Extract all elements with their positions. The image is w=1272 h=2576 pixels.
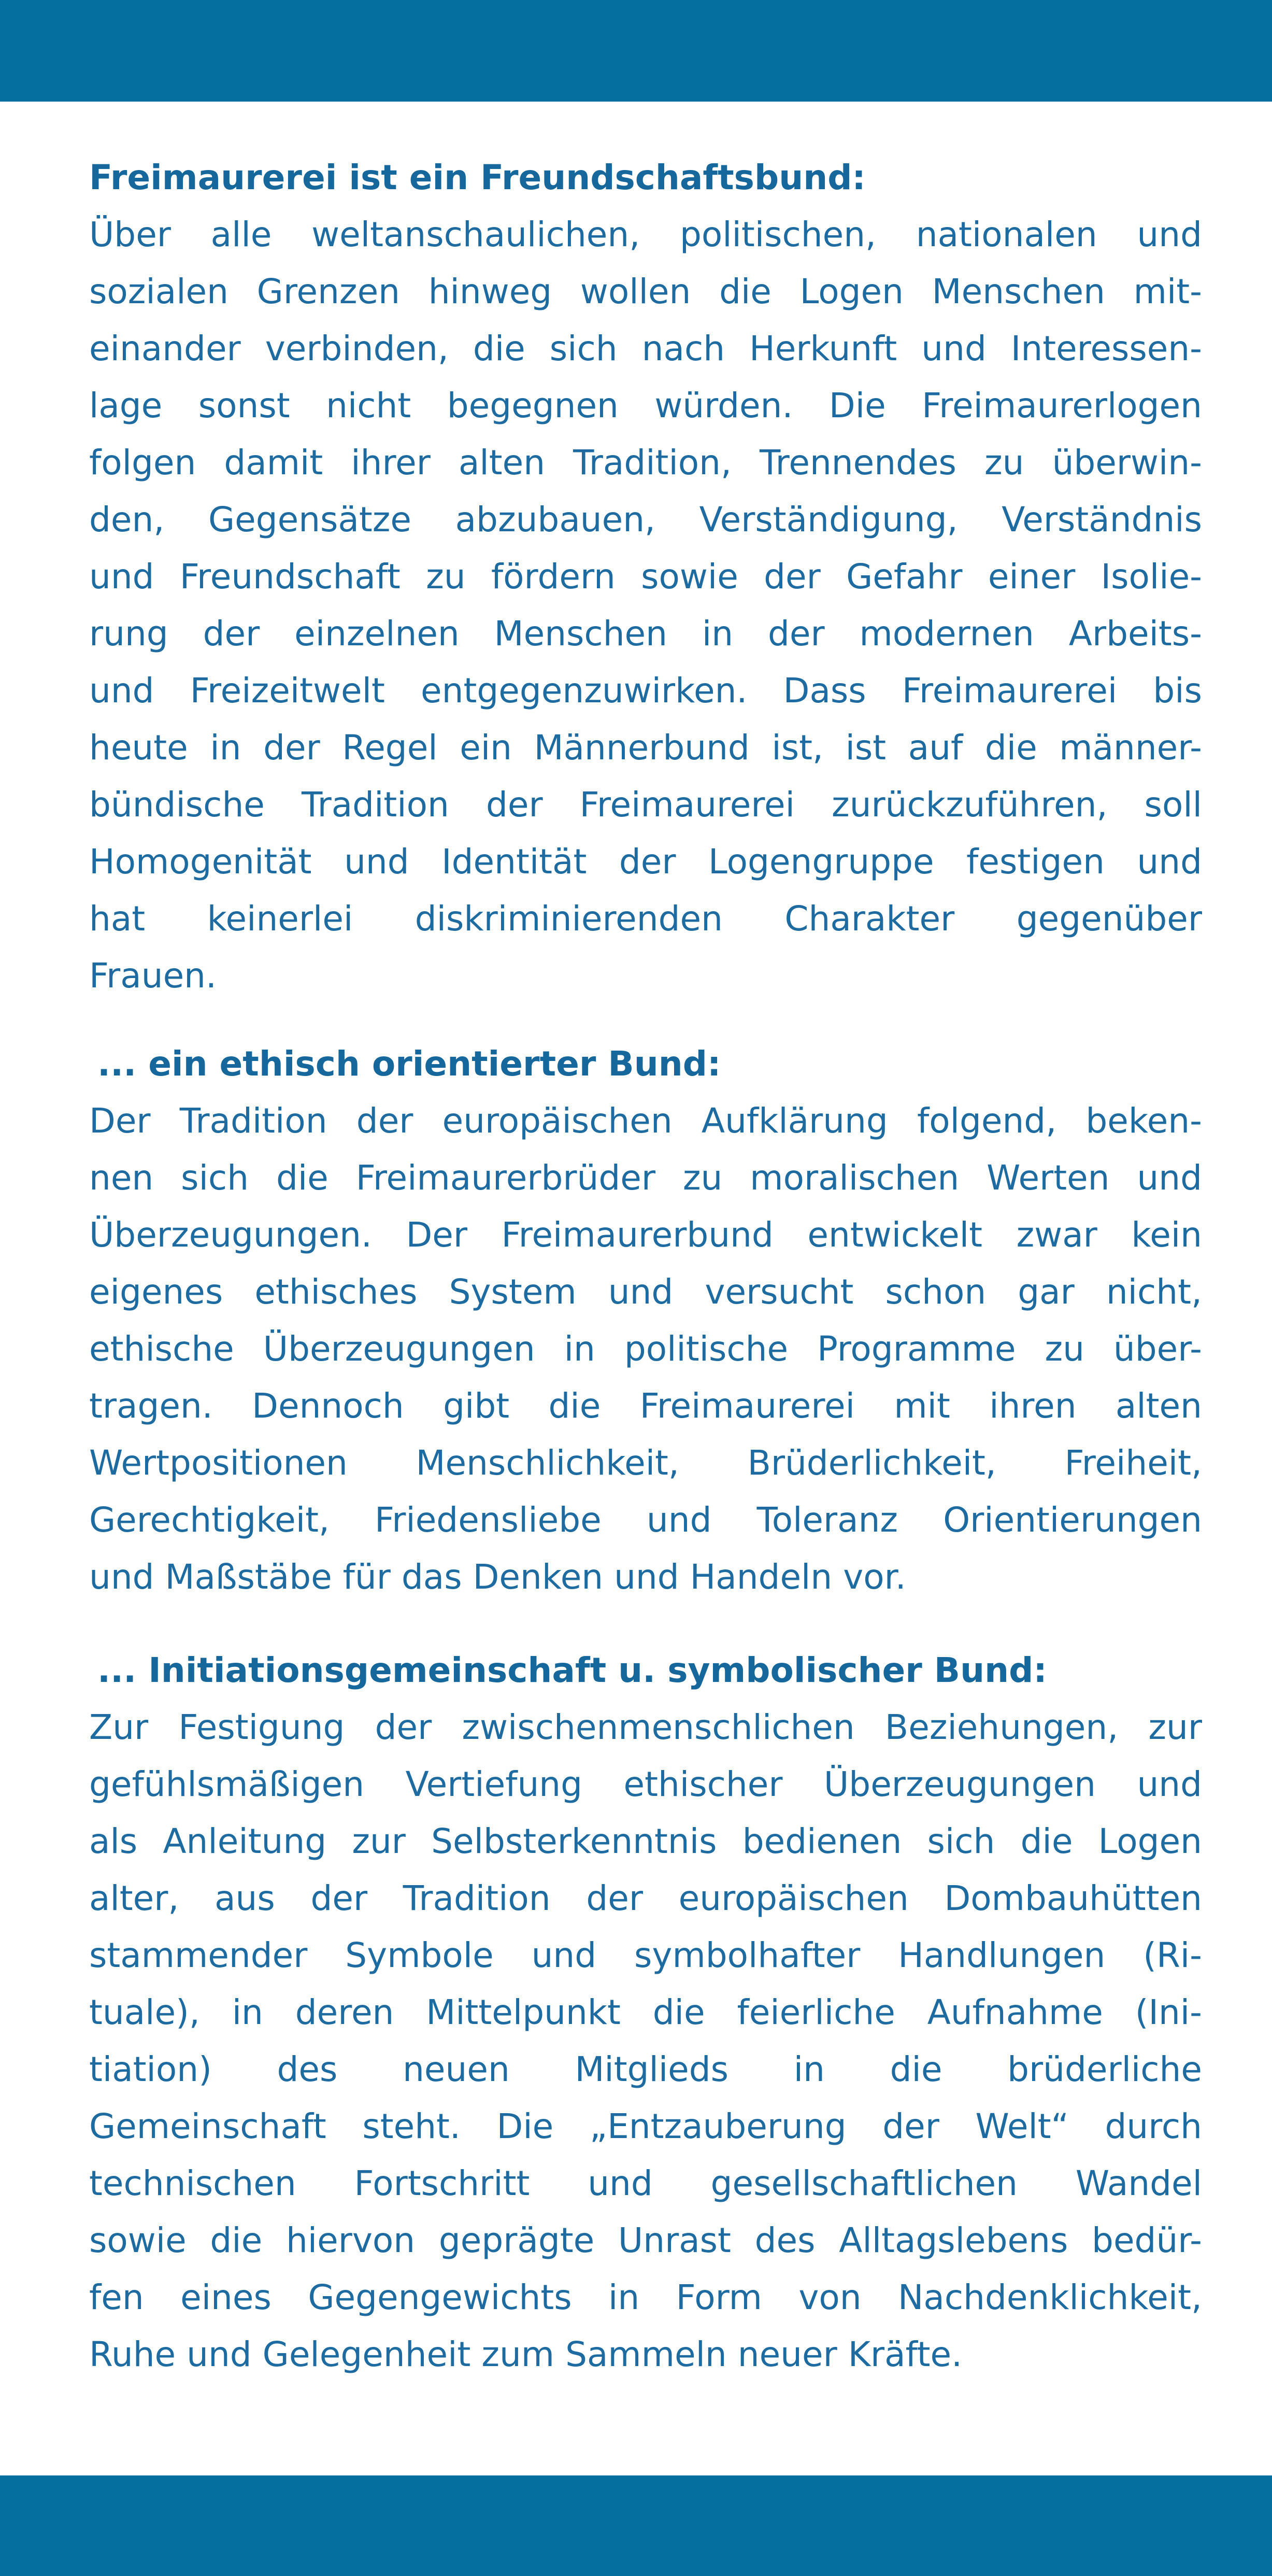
bottom-banner [0,2475,1272,2576]
text-line: ethische Überzeugungen in politische Programme zu über- [89,1329,1202,1369]
text-line: Gemeinschaft steht. Die „Entzauberung der Welt“ durch [89,2106,1202,2146]
text-line: Gerechtigkeit, Friedensliebe und Toleranz Orientierungen [89,1500,1202,1540]
text-line: stammender Symbole und symbolhafter Handlungen (Ri- [89,1935,1202,1975]
text-line: eigenes ethisches System und versucht schon gar nicht, [89,1272,1202,1312]
text-line: und Maßstäbe für das Denken und Handeln vor. [89,1557,906,1597]
section-friendship [89,149,1202,1004]
section-heading: ... Initiationsgemeinschaft u. symbolischer Bund: [97,1650,1047,1690]
text-line: tuale), in deren Mittelpunkt die feierliche Aufnahme (Ini- [89,1992,1202,2032]
text-line: lage sonst nicht begegnen würden. Die Freimaurerlogen [89,386,1202,426]
text-line: Wertpositionen Menschlichkeit, Brüderlichkeit, Freiheit, [89,1443,1202,1483]
text-line: heute in der Regel ein Männerbund ist, ist auf die männer- [89,728,1202,768]
text-line: tiation) des neuen Mitglieds in die brüderliche [89,2049,1202,2089]
text-line: Frauen. [89,956,217,996]
text-line: Ruhe und Gelegenheit zum Sammeln neuer Kräfte. [89,2334,963,2374]
text-line: nen sich die Freimaurerbrüder zu moralischen Werten und [89,1158,1202,1198]
text-line: und Freundschaft zu fördern sowie der Gefahr einer Isolie- [89,557,1202,597]
text-line: technischen Fortschritt und gesellschaftlichen Wandel [89,2163,1202,2203]
text-line: folgen damit ihrer alten Tradition, Trennendes zu überwin- [89,443,1202,483]
text-line: sozialen Grenzen hinweg wollen die Logen Menschen mit- [89,272,1202,312]
text-line: sowie die hiervon geprägte Unrast des Alltagslebens bedür- [89,2220,1202,2260]
text-line: rung der einzelnen Menschen in der modernen Arbeits- [89,614,1202,654]
text-line: Der Tradition der europäischen Aufklärung folgend, beken- [89,1101,1202,1141]
text-line: bündische Tradition der Freimaurerei zurückzuführen, soll [89,785,1202,825]
text-line: und Freizeitwelt entgegenzuwirken. Dass Freimaurerei bis [89,671,1202,711]
section-text [89,1699,1202,2383]
section-heading: ... ein ethisch orientierter Bund: [97,1044,721,1084]
section-text [89,206,1202,1004]
top-banner [0,0,1272,102]
text-line: Über alle weltanschaulichen, politischen, nationalen und [89,215,1202,254]
text-line: den, Gegensätze abzubauen, Verständigung, Verständnis [89,500,1202,540]
section-ethics [89,1036,1202,1606]
section-initiation [89,1642,1202,2383]
text-line: gefühlsmäßigen Vertiefung ethischer Überzeugungen und [89,1764,1202,1804]
text-line: einander verbinden, die sich nach Herkunft und Interessen- [89,329,1202,369]
text-line: hat keinerlei diskriminierenden Charakter gegenüber [89,899,1202,939]
text-line: Zur Festigung der zwischenmenschlichen Beziehungen, zur [89,1707,1202,1747]
text-line: fen eines Gegengewichts in Form von Nachdenklichkeit, [89,2277,1202,2317]
text-line: Überzeugungen. Der Freimaurerbund entwickelt zwar kein [89,1215,1202,1255]
text-line: tragen. Dennoch gibt die Freimaurerei mit ihren alten [89,1386,1202,1426]
text-line: Homogenität und Identität der Logengruppe festigen und [89,842,1202,882]
text-line: als Anleitung zur Selbsterkenntnis bedienen sich die Logen [89,1821,1202,1861]
text-line: alter, aus der Tradition der europäischen Dombauhütten [89,1878,1202,1918]
section-heading: Freimaurerei ist ein Freundschaftsbund: [89,158,866,197]
section-text [89,1093,1202,1606]
